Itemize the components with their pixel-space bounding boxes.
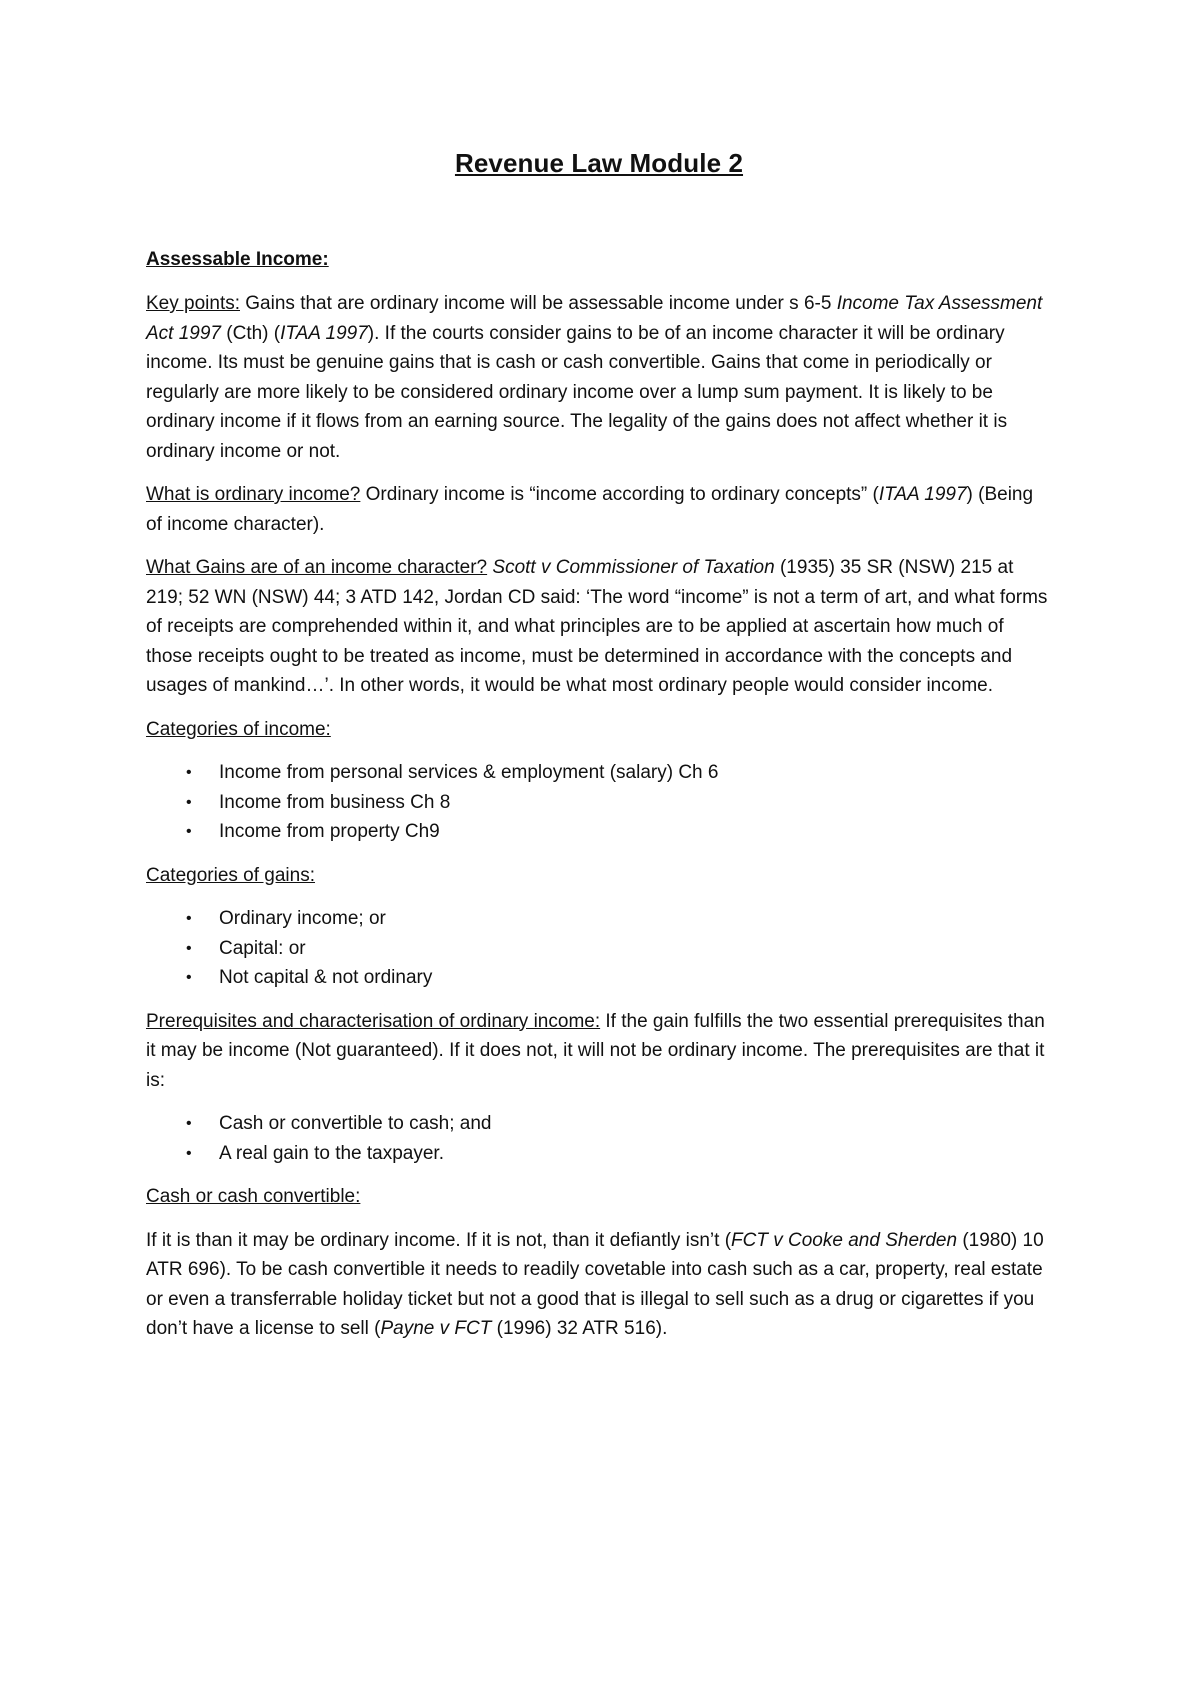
- list-item: [146, 758, 1052, 788]
- list-item-text: Income from personal services & employment (salary) Ch 6: [219, 762, 719, 783]
- section-heading-assessable-income: Assessable Income:: [146, 249, 329, 270]
- what-gains-label: What Gains are of an income character?: [146, 557, 488, 578]
- list-item: [146, 1139, 1052, 1169]
- cash-label-paragraph: [146, 1182, 1052, 1212]
- key-points-itaa: ITAA 1997: [280, 322, 368, 344]
- list-item-text: A real gain to the taxpayer.: [219, 1142, 444, 1164]
- paragraph-what-gains: [146, 553, 1052, 701]
- cash-text-1: If it is than it may be ordinary income. If it is not, than it defiantly isn’t (: [146, 1229, 732, 1251]
- bullet-icon: •: [186, 910, 192, 927]
- bullet-icon: •: [186, 969, 192, 986]
- list-item: [146, 904, 1052, 934]
- list-item-text: Income from business Ch 8: [219, 791, 451, 813]
- prerequisites-text: If the gain fulfills the two essential prerequisites than it may be income (Not guaranteed). If it does not, it will not be ordinary income. The prerequisites are that it is:: [146, 1010, 1045, 1091]
- cash-label: Cash or cash convertible:: [146, 1186, 361, 1207]
- categories-income-label-paragraph: [146, 715, 1052, 745]
- what-is-itaa: ITAA 1997: [878, 484, 967, 505]
- paragraph-what-is-ordinary-income: [146, 480, 1052, 539]
- what-is-text-2: ) (Being of income character).: [146, 484, 1034, 535]
- cash-text-2: (1980) 10 ATR 696). To be cash convertible it needs to readily covetable into cash such as a car, property, real estate or even a transferrable holiday ticket but not a good that is illegal to sell such as a drug or cigarettes if you don’t have a license to sell (: [146, 1229, 1044, 1339]
- paragraph-cash: [146, 1226, 1052, 1344]
- list-item: [146, 788, 1052, 818]
- categories-gains-list: [146, 904, 1052, 993]
- what-is-text-1: Ordinary income is “income according to ordinary concepts” (: [360, 484, 879, 505]
- key-points-text-1: Gains that are ordinary income will be assessable income under s 6-5: [240, 293, 837, 314]
- key-points-text-3: ). If the courts consider gains to be of an income character it will be ordinary income. Its must be genuine gains that is cash or cash convertible. Gains that come in periodically or regularly are more likely to be considered ordinary income over a lump sum payment. It is likely to be ordinary income if it flows from an earning source. The legality of the gains does not affect whether it is ordinary income or not.: [146, 322, 1008, 462]
- what-gains-case: Scott v Commissioner of Taxation: [492, 557, 775, 578]
- categories-gains-label-paragraph: [146, 861, 1052, 891]
- list-item: [146, 963, 1052, 993]
- paragraph-key-points: [146, 289, 1052, 466]
- categories-income-label: Categories of income:: [146, 718, 331, 740]
- bullet-icon: •: [186, 939, 192, 957]
- list-item: [146, 1109, 1052, 1139]
- list-item-text: Not capital & not ordinary: [219, 967, 433, 988]
- bullet-icon: •: [186, 793, 192, 811]
- page-title: Revenue Law Module 2: [454, 148, 744, 178]
- list-item-text: Capital: or: [219, 937, 306, 959]
- what-gains-text: (1935) 35 SR (NSW) 215 at 219; 52 WN (NSW) 44; 3 ATD 142, Jordan CD said: ‘The word “income” is not a term of art, and what forms of receipts are comprehended within it, and what principles are to be applied at ascertain how much of those receipts ought to be treated as income, must be determined in accordance with the concepts and usages of mankind…’. In other words, it would be what most ordinary people would consider income.: [146, 557, 1048, 696]
- bullet-icon: •: [186, 1115, 192, 1132]
- key-points-act: Income Tax Assessment Act 1997: [146, 293, 1043, 344]
- bullet-icon: •: [186, 823, 192, 840]
- prerequisites-label: Prerequisites and characterisation of ordinary income:: [146, 1010, 601, 1032]
- key-points-label: Key points:: [146, 293, 240, 314]
- cash-text-3: (1996) 32 ATR 516).: [491, 1318, 668, 1339]
- list-item-text: Ordinary income; or: [219, 908, 386, 929]
- paragraph-prerequisites: [146, 1007, 1052, 1096]
- cash-case-1: FCT v Cooke and Sherden: [731, 1229, 958, 1251]
- prerequisites-list: [146, 1109, 1052, 1168]
- key-points-text-2: (Cth) (: [221, 322, 281, 344]
- list-item-text: Cash or convertible to cash; and: [219, 1113, 492, 1134]
- list-item: [146, 817, 1052, 847]
- bullet-icon: •: [186, 1144, 192, 1162]
- categories-gains-label: Categories of gains:: [146, 864, 315, 886]
- list-item: [146, 934, 1052, 964]
- list-item-text: Income from property Ch9: [219, 821, 440, 842]
- cash-case-2: Payne v FCT: [380, 1318, 492, 1339]
- what-is-label: What is ordinary income?: [146, 484, 361, 505]
- categories-income-list: [146, 758, 1052, 847]
- bullet-icon: •: [186, 764, 192, 781]
